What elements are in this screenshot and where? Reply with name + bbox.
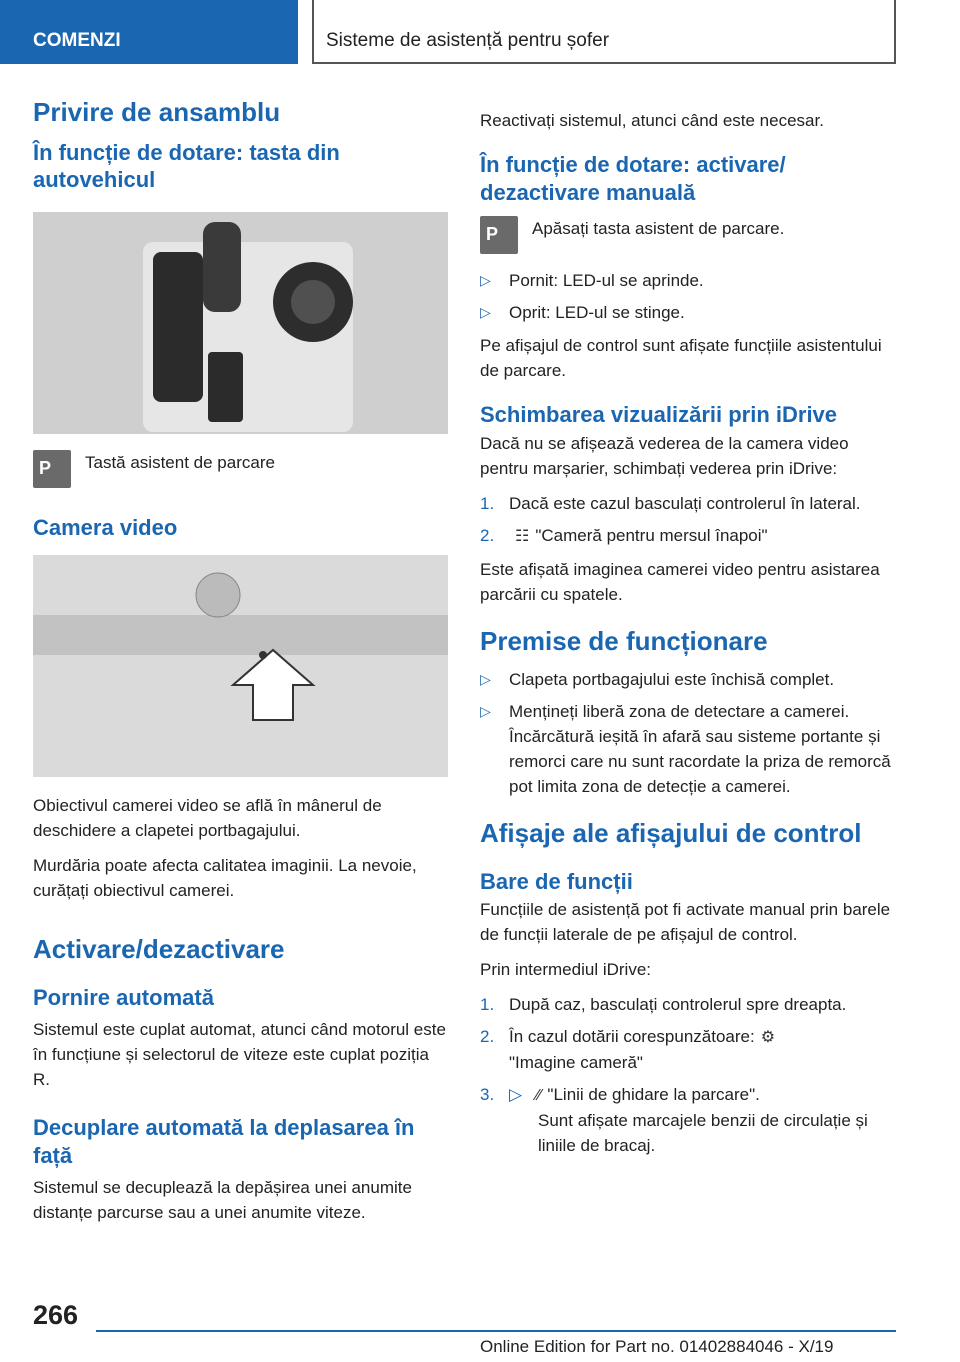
display-text: Pe afișajul de control sunt afișate funcțiile asistentului de parcare.: [480, 336, 882, 380]
list-item: ▷ Mențineți liberă zona de detectare a camerei. Încărcătură ieșită în afară sau sisteme portante și remorci care nu sunt racordate la priza de remorcă pot limita zona de detecție a camerei.: [480, 699, 895, 799]
heading-premise: Premise de funcționare: [480, 625, 768, 656]
bars-steps: [480, 992, 895, 1158]
button-caption: Tastă asistent de parcare: [85, 452, 275, 472]
via-idrive-text: Prin intermediul iDrive:: [480, 960, 651, 980]
step-text: Sunt afișate marcajele benzii de circulație și liniile de bracaj.: [538, 1111, 868, 1156]
list-item: ▷ Clapeta portbagajului este închisă complet.: [480, 667, 895, 692]
heading-activation: Activare/dezactivare: [33, 934, 285, 964]
step-text: Dacă este cazul basculați controlerul în lateral.: [509, 493, 861, 513]
right-column: [480, 108, 895, 1166]
heading-auto-on: Pornire automată: [33, 984, 214, 1010]
park-assist-icon: P: [33, 450, 71, 488]
chapter-title: Sisteme de asistență pentru șofer: [312, 0, 896, 64]
idrive-text: Dacă nu se afișează vederea de la camera video pentru marșarier, schimbați vederea prin iDrive:: [480, 433, 849, 478]
bars-text: Funcțiile de asistență pot fi activate manual prin barele de funcții laterale de pe afișajul de control.: [480, 900, 891, 945]
park-assist-icon: P: [480, 216, 518, 254]
heading-auto-off: Decuplare automată la deplasarea în față: [33, 1115, 415, 1168]
step-number: 2.: [480, 525, 495, 545]
section-tab: COMENZI: [0, 0, 298, 64]
rear-camera-icon: ☷: [515, 527, 530, 545]
page-number: 266: [33, 1300, 79, 1330]
list-item: ▷ Oprit: LED-ul se stinge.: [480, 300, 895, 325]
premise-list: [480, 667, 895, 799]
triangle-bullet-icon: ▷: [509, 1085, 523, 1105]
led-list: [480, 268, 895, 325]
heading-camera: Camera video: [33, 514, 178, 540]
console-illustration: [33, 212, 448, 434]
list-item: [480, 992, 895, 1017]
heading-manual: În funcție de dotare: activare/ dezactivare manuală: [480, 152, 786, 205]
edition-text: Online Edition for Part no. 01402884046 - X/19: [480, 1337, 834, 1356]
camera-dirt-text: Murdăria poate afecta calitatea imaginii. La nevoie, curățați obiectivul camerei.: [33, 856, 417, 900]
footer-divider: [96, 1330, 896, 1332]
step-text: "Linii de ghidare la parcare".: [547, 1085, 760, 1105]
console-photo: [33, 212, 448, 434]
step-text: "Imagine cameră": [509, 1053, 643, 1073]
left-column: [33, 96, 448, 1235]
step-number: 1.: [480, 493, 495, 513]
tailgate-photo: [33, 555, 448, 777]
heading-overview: Privire de ansamblu: [33, 97, 281, 127]
reactivate-text: Reactivați sistemul, atunci când este necesar.: [480, 111, 824, 130]
auto-on-text: Sistemul este cuplat automat, atunci când motorul este în funcțiune și selectorul de viteze este cuplat poziția R.: [33, 1020, 446, 1089]
rear-camera-text: Este afișată imaginea camerei video pentru asistarea parcării cu spatele.: [480, 559, 880, 604]
auto-off-text: Sistemul se decuplează la depășirea unei anumite distanțe parcurse sau a unei anumite viteze.: [33, 1178, 412, 1222]
list-item: [480, 1024, 895, 1075]
step-text: "Cameră pentru mersul înapoi": [535, 525, 768, 545]
heading-button: În funcție de dotare: tasta din autovehicul: [33, 139, 340, 192]
list-item: ▷ Pornit: LED-ul se aprinde.: [480, 268, 895, 293]
step-number: 2.: [480, 1027, 495, 1047]
tailgate-illustration: [33, 555, 448, 777]
guide-lines-icon: ∕∕: [536, 1087, 542, 1105]
list-item: [480, 1082, 895, 1158]
press-key-line: [480, 216, 895, 254]
list-item: [480, 523, 895, 549]
camera-location-text: Obiectivul camerei video se află în mânerul de deschidere a clapetei portbagajului.: [33, 796, 382, 840]
step-text: După caz, basculați controlerul spre dreapta.: [509, 995, 847, 1015]
heading-displays: Afișaje ale afișajului de control: [480, 818, 862, 849]
camera-view-icon: ⚙: [760, 1029, 776, 1047]
step-text: În cazul dotării corespunzătoare:: [509, 1027, 755, 1047]
step-number: 1.: [480, 995, 495, 1015]
press-key-text: Apăsați tasta asistent de parcare.: [532, 219, 785, 238]
button-legend: [33, 450, 448, 488]
step-number: 3.: [480, 1085, 495, 1105]
list-item: [480, 491, 895, 516]
heading-idrive: Schimbarea vizualizării prin iDrive: [480, 402, 838, 427]
heading-bars: Bare de funcții: [480, 868, 633, 894]
idrive-steps: [480, 491, 895, 549]
